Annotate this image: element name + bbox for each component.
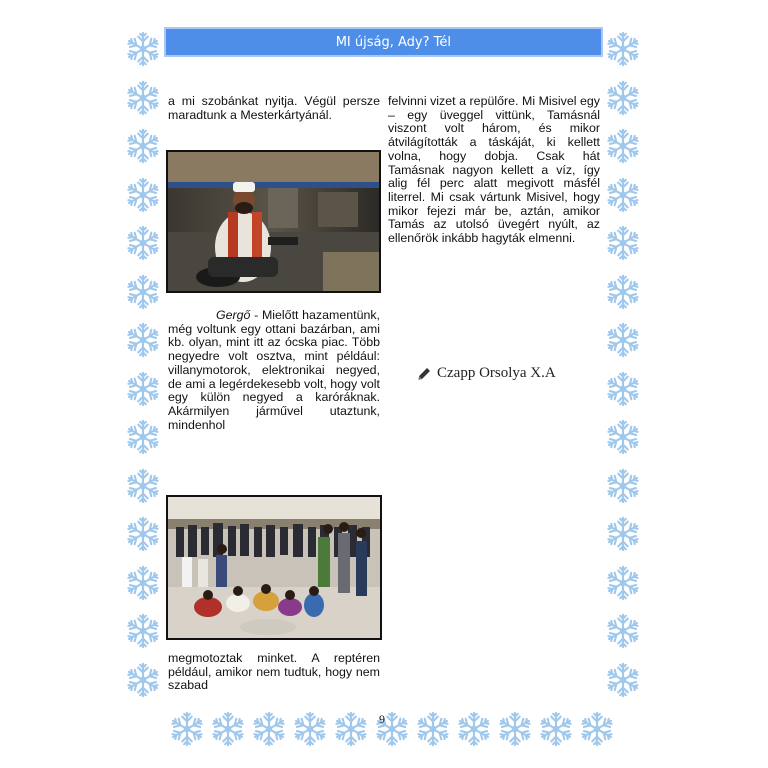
snowflake-icon (414, 710, 452, 748)
snowflake-icon (578, 710, 616, 748)
snowflake-icon (124, 661, 162, 699)
snowflake-icon (332, 710, 370, 748)
left-column-top-text (168, 95, 380, 122)
snowflake-icon (124, 515, 162, 553)
paragraph: a mi szobánkat nyitja. Végül persze maradtunk a Mesterkártyánál. (168, 94, 380, 122)
pencil-icon (417, 367, 431, 381)
snowflake-icon (124, 321, 162, 359)
snowflake-icon (537, 710, 575, 748)
snowflake-icon (124, 79, 162, 117)
snowflake-icon (604, 30, 642, 68)
page-header (164, 27, 603, 57)
snowflake-icon (124, 370, 162, 408)
author-name: Czapp Orsolya X.A (437, 365, 556, 381)
snowflake-icon (124, 467, 162, 505)
paragraph (168, 309, 380, 432)
snowflake-icon (124, 564, 162, 602)
snowflake-icon (124, 612, 162, 650)
snowflake-icon (124, 176, 162, 214)
snowflake-icon (604, 321, 642, 359)
snowflake-icon (168, 710, 206, 748)
snowflake-icon (124, 30, 162, 68)
snowflake-icon (604, 661, 642, 699)
paragraph: megmotoztak minket. A reptéren például, amikor nem tudtuk, hogy nem szabad (168, 651, 380, 693)
scooter-photo-image (168, 152, 379, 291)
snowflake-icon (604, 418, 642, 456)
snowflake-icon (124, 127, 162, 165)
left-column-middle-text (168, 309, 380, 432)
snowflake-icon (604, 176, 642, 214)
speaker-name: Gergő (216, 308, 251, 322)
snowflake-icon (604, 273, 642, 311)
snowflake-icon (124, 224, 162, 262)
snowflake-icon (604, 515, 642, 553)
snowflake-icon (250, 710, 288, 748)
snowflake-icon (455, 710, 493, 748)
photo-man-on-scooter (166, 150, 381, 293)
snowflake-icon (291, 710, 329, 748)
author-signature (417, 365, 556, 382)
snowflake-icon (604, 370, 642, 408)
photo-group-at-airport (166, 495, 382, 640)
snowflake-icon (604, 467, 642, 505)
paragraph: felvinni vizet a repülőre. Mi Misivel egy – egy üveggel vittünk, Tamásnál viszont volt három, és mikor átvilágították a táskáját, ki kellett volna, hogy dobja. Csak hát Tamásnak nagyon kellett a víz, így alig fél perc alatt megivott másfél literrel. Mi csak vártunk Misivel, hogy mikor fejezi már be, aztán, amikor Tamás az utolsó üvegért nyúlt, az ellenőrök inkább hagyták elmenni. (388, 94, 600, 246)
left-column-bottom-text (168, 652, 380, 693)
header-title: MI újság, Ady? Tél (335, 34, 451, 50)
snowflake-icon (604, 79, 642, 117)
paragraph-text: - Mielőtt hazamentünk, még voltunk egy ottani bazárban, ami kb. olyan, mint itt az ócska piac. Több negyedre volt osztva, mint például: villanymotorok, elektronikai negyed, de ami a legérdekesebb volt, hogy volt egy külön negyed a karóráknak. Akármilyen járművel utaztunk, mindenhol (168, 308, 380, 432)
snowflake-icon (604, 127, 642, 165)
snowflake-icon (209, 710, 247, 748)
snowflake-icon (604, 612, 642, 650)
snowflake-icon (496, 710, 534, 748)
snowflake-icon (604, 564, 642, 602)
page-number: 9 (379, 712, 385, 726)
snowflake-icon (124, 273, 162, 311)
snowflake-icon (124, 418, 162, 456)
group-photo-image (168, 497, 380, 638)
snowflake-icon (604, 224, 642, 262)
right-column-text (388, 95, 600, 246)
